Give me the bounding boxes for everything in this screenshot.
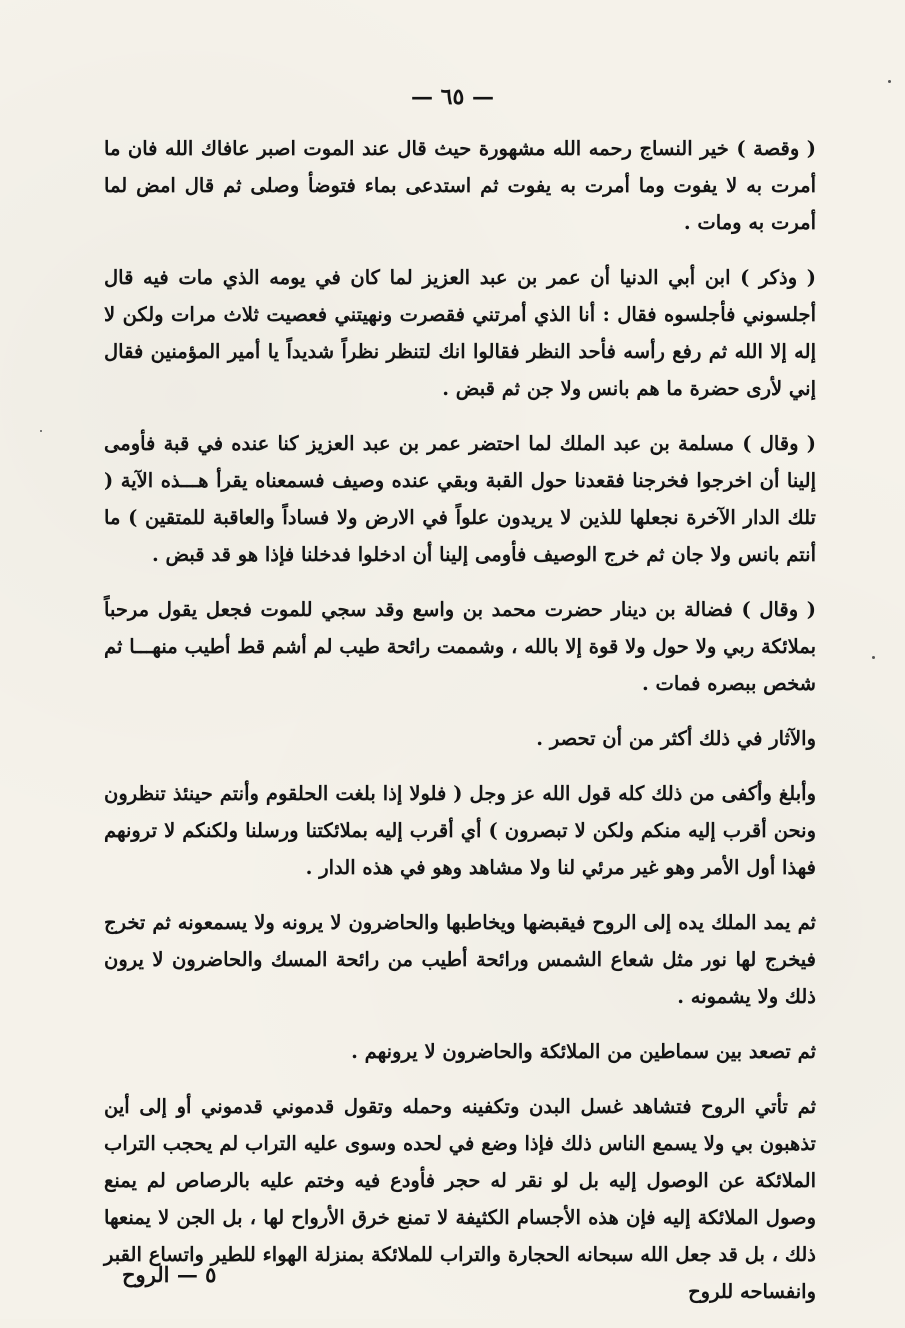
paragraph-khair-annassaj: ( وقصة ) خير النساج رحمه الله مشهورة حيث قال عند الموت اصبر عافاك الله فان ما أمرت به لا يفوت وما أمرت به يفوت ثم استدعى بماء فتوضأ وصلى ثم قال امض لما أمرت به ومات . <box>104 137 816 234</box>
paragraph-ascent: ثم تصعد بين سماطين من الملائكة والحاضرون لا يرونهم . <box>351 1040 816 1063</box>
scan-speck <box>40 430 42 432</box>
paragraph-maslama: ( وقال ) مسلمة بن عبد الملك لما احتضر عمر بن عبد العزيز كنا عنده في قبة فأومى إلينا أن اخرجوا فخرجنا فقعدنا حول القبة وبقي عنده وصيف فسمعناه يقرأ هـــذه الآية ( تلك الدار الآخرة نجعلها للذين لا يريدون علواً في الارض ولا فساداً والعاقبة للمتقين ) ما أنتم بانس ولا جان ثم خرج الوصيف فأومى إلينا أن ادخلوا فدخلنا فإذا هو قد قبض . <box>104 432 816 566</box>
page-number: — ٦٥ — <box>411 84 494 110</box>
paragraph-quran-verse: وأبلغ وأكفى من ذلك كله قول الله عز وجل ( فلولا إذا بلغت الحلقوم وأنتم حينئذ تنظرون ونحن أقرب إليه منكم ولكن لا تبصرون ) أي أقرب إليه بملائكتنا ورسلنا ولكنكم لا ترونهم فهذا أول الأمر وهو غير مرئي لنا ولا مشاهد وهو في هذه الدار . <box>104 782 816 879</box>
paragraph-angel-hand: ثم يمد الملك يده إلى الروح فيقبضها ويخاطبها والحاضرون لا يرونه ولا يسمعونه ثم تخرج فيخرج لها نور مثل شعاع الشمس ورائحة أطيب من رائحة المسك والحاضرون لا يرون ذلك ولا يشمونه . <box>104 911 816 1008</box>
paragraph-umar-abdulaziz: ( وذكر ) ابن أبي الدنيا أن عمر بن عبد العزيز لما كان في يومه الذي مات فيه قال أجلسوني فأجلسوه فقال : أنا الذي أمرتني فقصرت ونهيتني فعصيت ثلاث مرات ولكن لا إله إلا الله ثم رفع رأسه فأحد النظر فقالوا انك لتنظر نظراً شديداً يا أمير المؤمنين فقال إني لأرى حضرة ما هم بانس ولا جن ثم قبض . <box>104 266 816 400</box>
scan-speck <box>888 80 891 83</box>
scan-speck <box>872 656 875 659</box>
paragraph-fadala: ( وقال ) فضالة بن دينار حضرت محمد بن واسع وقد سجي للموت فجعل يقول مرحباً بملائكة ربي ولا حول ولا قوة إلا بالله ، وشممت رائحة طيب لم أشم قط أطيب منهـــا ثم شخص ببصره فمات . <box>104 598 816 695</box>
paragraph-athar: والآثار في ذلك أكثر من أن تحصر . <box>536 727 816 750</box>
page-body <box>104 130 816 1328</box>
signature-mark: ٥ — الروح <box>122 1262 217 1287</box>
paragraph-soul-returns: ثم تأتي الروح فتشاهد غسل البدن وتكفينه وحمله وتقول قدموني قدموني أو إلى أين تذهبون بي ولا يسمع الناس ذلك فإذا وضع في لحده وسوى عليه التراب لم يحجب التراب الملائكة عن الوصول إليه بل لو نقر له حجر فأودع فيه وختم عليه بالرصاص لم يمنع وصول الملائكة إليه فإن هذه الأجسام الكثيفة لا تمنع خرق الأرواح لها ، بل الجن لا يمنعها ذلك ، بل قد جعل الله سبحانه الحجارة والتراب للملائكة بمنزلة الهواء للطير واتساع القبر وانفساحه للروح <box>104 1095 816 1303</box>
